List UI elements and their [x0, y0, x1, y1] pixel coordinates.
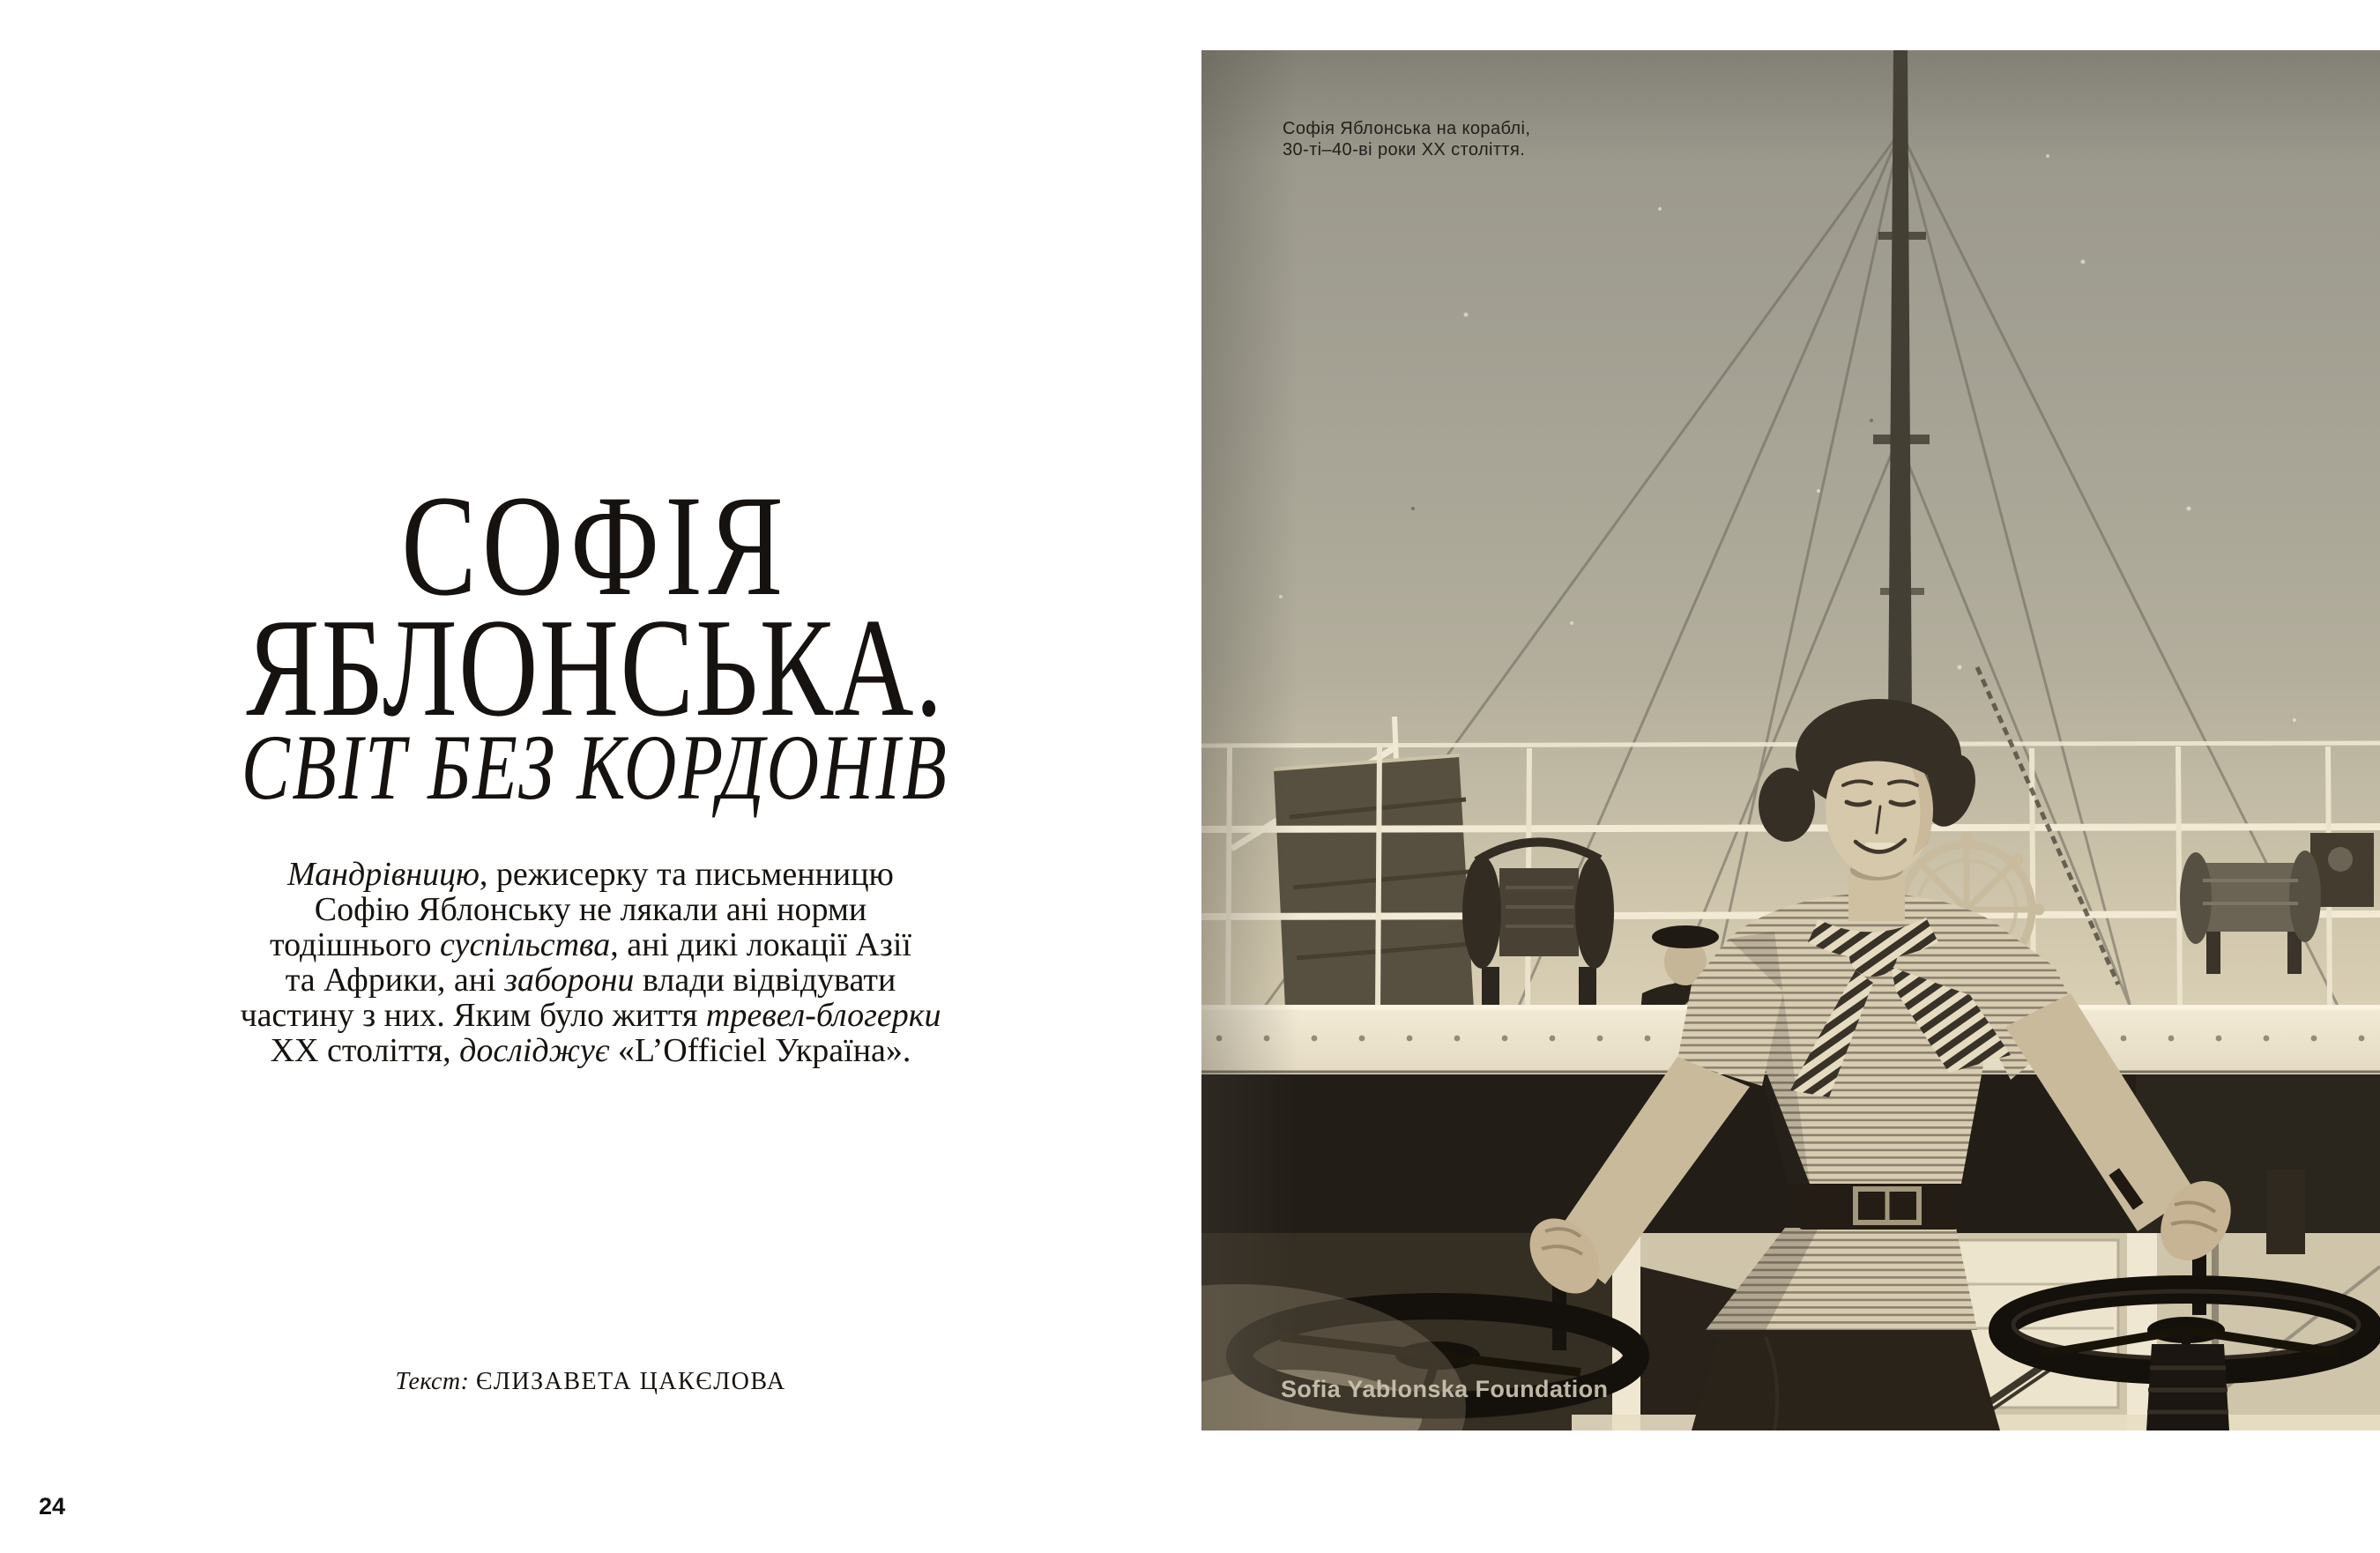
intro-line: [150, 962, 1031, 998]
photo-caption-line-1: Софія Яблонська на кораблі,: [1283, 119, 1531, 138]
byline-label: Текст:: [395, 1368, 470, 1395]
vignette-left: [1201, 50, 1298, 1430]
title-line-1: СОФІЯ: [401, 466, 789, 626]
ship-photograph: [1201, 50, 2380, 1430]
intro-segment: частину з них. Яким було життя: [240, 997, 706, 1034]
intro-paragraph: [150, 857, 1031, 1068]
intro-line: [150, 927, 1031, 962]
article-title: [106, 466, 1084, 819]
intro-segment: тодішнього: [270, 926, 440, 963]
intro-line: [150, 1033, 1031, 1068]
intro-segment: влади відвідувати: [634, 962, 896, 999]
scarf-knot: [1849, 936, 1897, 977]
title-line-2: ЯБЛОНСЬКА.: [246, 589, 944, 746]
photo-caption-line-2: 30-ті–40-ві роки ХХ століття.: [1283, 139, 1526, 160]
intro-segment: Софію Яблонську не лякали ані норми: [314, 891, 867, 928]
byline: [150, 1368, 1031, 1396]
intro-segment: досліджує: [459, 1032, 610, 1069]
intro-line: [150, 892, 1031, 927]
byline-author: ЄЛИЗАВЕТА ЦАКЄЛОВА: [475, 1368, 786, 1395]
intro-segment: та Африки, ані: [285, 962, 505, 999]
intro-segment: тревел-блогерки: [705, 997, 941, 1034]
skirt: [1692, 1326, 2000, 1430]
intro-segment: суспільства: [439, 926, 611, 963]
intro-segment: , ані дикі локації Азії: [610, 926, 911, 963]
photo-caption: [1283, 119, 1530, 160]
page-number: 24: [39, 1493, 66, 1520]
intro-segment: заборони: [504, 962, 635, 999]
foundation-watermark: Sofia Yablonska Foundation: [1281, 1376, 1609, 1402]
intro-line: [150, 857, 1031, 892]
title-line-3: СВІТ БЕЗ КОРДОНІВ: [241, 716, 949, 819]
upper-deck-rail: [1201, 743, 2380, 746]
intro-segment: «L’Officiel Україна».: [609, 1032, 911, 1069]
intro-segment: , режисерку та письменницю: [479, 856, 894, 893]
intro-line: [150, 998, 1031, 1033]
intro-segment: Мандрівницю: [287, 856, 480, 893]
intro-segment: ХХ століття,: [270, 1032, 460, 1069]
ship-photo-illustration: [1201, 50, 2380, 1430]
